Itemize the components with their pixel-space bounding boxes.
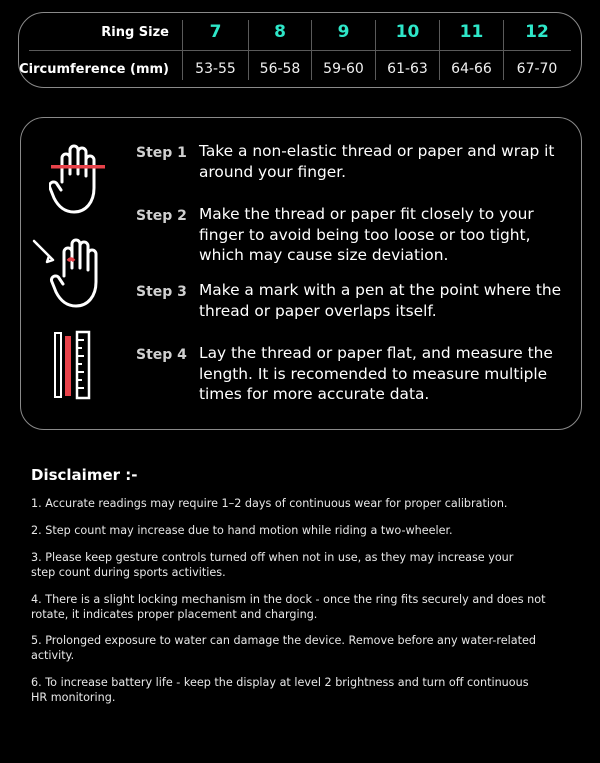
- size-cell: 8: [274, 22, 286, 42]
- step-text: Take a non-elastic thread or paper and wrap it around your finger.: [199, 142, 555, 181]
- size-cell: 10: [395, 22, 420, 42]
- disclaimer-title: Disclaimer :-: [31, 466, 138, 484]
- step-label: Step 1: [136, 145, 187, 161]
- measurement-steps-panel: [20, 117, 582, 430]
- step-text: Lay the thread or paper flat, and measure the length. It is recomended to measure multiple times for more accurate data.: [199, 344, 553, 403]
- hand-thread-icon: [49, 144, 107, 216]
- item-text: There is a slight locking mechanism in the dock - once the ring fits securely and does not rotate, it indicates proper placement and charging.: [31, 593, 546, 621]
- step-text: Make a mark with a pen at the point where the thread or paper overlaps itself.: [199, 281, 562, 320]
- item-text: To increase battery life - keep the display at level 2 brightness and turn off continuous HR monitoring.: [31, 676, 529, 704]
- ring-size-header: Ring Size: [101, 24, 169, 40]
- item-text: Prolonged exposure to water can damage the device. Remove before any water-related activity.: [31, 634, 536, 662]
- ruler-icon: [53, 330, 93, 402]
- item-number: 5.: [31, 634, 42, 647]
- size-cell: 11: [459, 22, 484, 42]
- circumference-cell: 53-55: [195, 61, 236, 77]
- size-cell: 9: [337, 22, 350, 42]
- step-label: Step 2: [136, 208, 187, 224]
- step-label: Step 4: [136, 347, 187, 363]
- circumference-header: Circumference (mm): [19, 61, 169, 77]
- circumference-cell: 67-70: [516, 61, 558, 77]
- ring-size-table: [18, 12, 582, 88]
- hand-pen-icon: [31, 234, 111, 310]
- circumference-cell: 56-58: [259, 61, 301, 77]
- list-item: [31, 676, 541, 705]
- step-label: Step 3: [136, 284, 187, 300]
- circumference-cell: 59-60: [323, 61, 364, 77]
- size-cell: 7: [209, 22, 222, 42]
- item-number: 4.: [31, 593, 42, 606]
- item-text: Accurate readings may require 1–2 days of continuous wear for proper calibration.: [45, 497, 508, 510]
- item-number: 2.: [31, 524, 42, 537]
- list-item: [31, 593, 566, 622]
- item-number: 6.: [31, 676, 42, 689]
- circumference-cell: 64-66: [451, 61, 492, 77]
- size-cell: 12: [525, 22, 549, 42]
- step-text: Make the thread or paper fit closely to your finger to avoid being too loose or too tight, which may cause size deviation.: [199, 205, 534, 264]
- item-number: 1.: [31, 497, 42, 510]
- item-text: Please keep gesture controls turned off when not in use, as they may increase your step count during sports activities.: [31, 551, 514, 579]
- circumference-cell: 61-63: [387, 61, 428, 77]
- list-item: [31, 634, 566, 663]
- list-item: [31, 524, 566, 539]
- item-number: 3.: [31, 551, 42, 564]
- list-item: [31, 497, 566, 512]
- list-item: [31, 551, 521, 580]
- item-text: Step count may increase due to hand motion while riding a two-wheeler.: [45, 524, 453, 537]
